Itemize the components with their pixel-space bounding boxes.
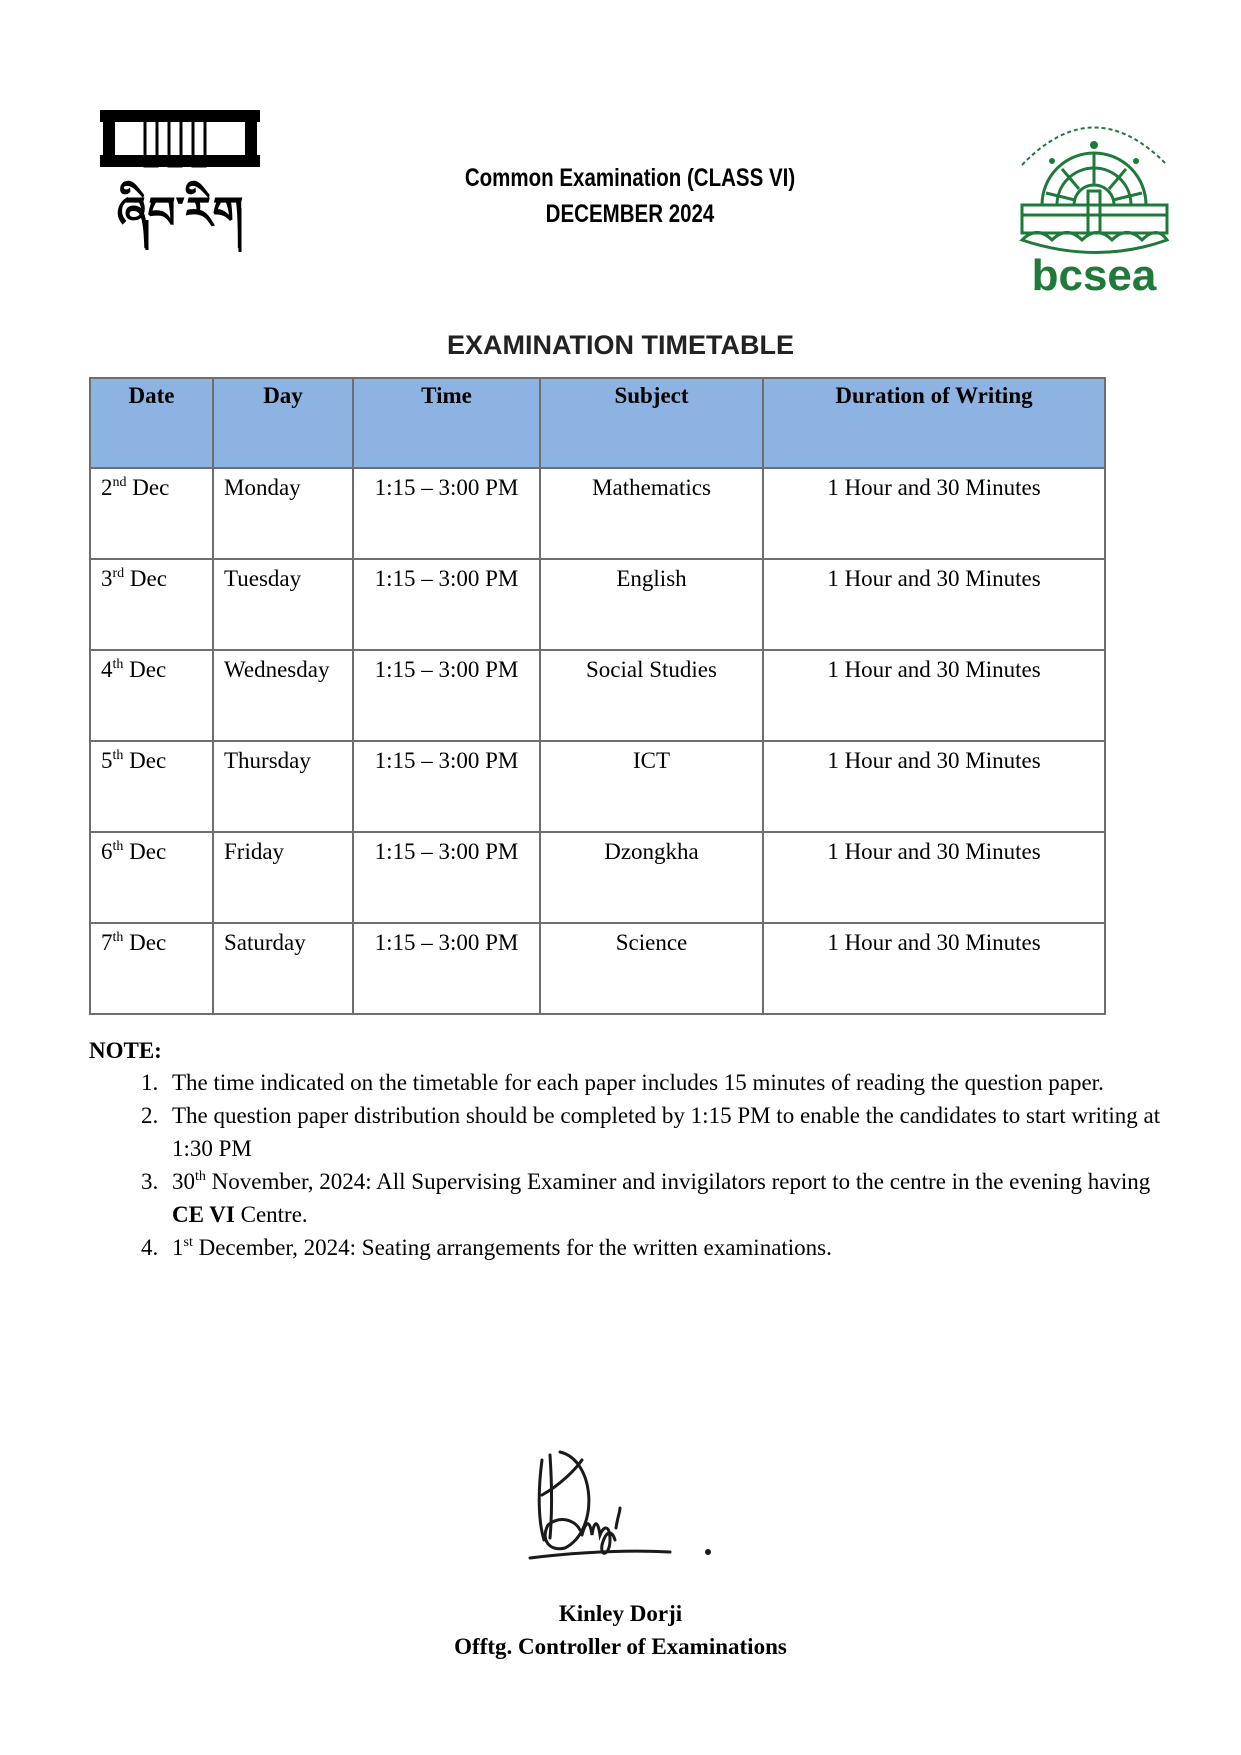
date-month: Dec xyxy=(124,566,167,591)
cell-day: Friday xyxy=(213,832,353,923)
date-month: Dec xyxy=(123,839,167,864)
note-item xyxy=(164,1231,1169,1264)
dharma-wheel-emblem-icon xyxy=(1012,105,1177,295)
note-text: The question paper distribution should be completed by 1:15 PM to enable the candidates to start writing at 1:30 PM xyxy=(172,1103,1161,1161)
cell-date xyxy=(90,832,213,923)
cell-day: Saturday xyxy=(213,923,353,1014)
cell-duration: 1 Hour and 30 Minutes xyxy=(763,650,1105,741)
timetable-title: EXAMINATION TIMETABLE xyxy=(447,330,794,360)
note-text: November, 2024: All Supervising Examiner and invigilators report to the centre in the evening having xyxy=(205,1169,1151,1194)
signatory-block xyxy=(0,1597,1241,1663)
exam-header xyxy=(441,160,818,232)
date-number: 7 xyxy=(101,930,113,955)
note-text: The time indicated on the timetable for each paper includes 15 minutes of reading the question paper. xyxy=(172,1070,1104,1095)
cell-duration: 1 Hour and 30 Minutes xyxy=(763,559,1105,650)
cell-subject: Social Studies xyxy=(540,650,763,741)
cell-time: 1:15 – 3:00 PM xyxy=(353,832,540,923)
note-date-suffix: st xyxy=(183,1235,193,1250)
date-month: Dec xyxy=(123,748,167,773)
cell-subject: Mathematics xyxy=(540,468,763,559)
cell-time: 1:15 – 3:00 PM xyxy=(353,741,540,832)
date-number: 5 xyxy=(101,748,113,773)
exam-title: Common Examination (CLASS VI) xyxy=(464,164,796,192)
table-row xyxy=(90,559,1105,650)
column-header-date: Date xyxy=(90,378,213,468)
cell-day: Thursday xyxy=(213,741,353,832)
notes-list xyxy=(89,1066,1169,1264)
cell-day: Tuesday xyxy=(213,559,353,650)
date-month: Dec xyxy=(126,475,170,500)
bcsea-dzongkha-logo xyxy=(100,110,280,270)
handwritten-signature-icon xyxy=(520,1440,740,1570)
date-number: 3 xyxy=(101,566,113,591)
table-row xyxy=(90,650,1105,741)
cell-subject: Science xyxy=(540,923,763,1014)
note-date-suffix: th xyxy=(195,1169,206,1184)
date-suffix: th xyxy=(112,748,124,763)
note-date-number: 30 xyxy=(172,1169,195,1194)
signature xyxy=(520,1440,740,1570)
cell-date xyxy=(90,923,213,1014)
note-item xyxy=(164,1066,1169,1099)
date-suffix: th xyxy=(112,657,124,672)
date-suffix: nd xyxy=(112,475,127,490)
notes-section xyxy=(89,1038,1169,1264)
bcsea-emblem-logo xyxy=(1012,105,1177,295)
cell-date xyxy=(90,468,213,559)
cell-date xyxy=(90,559,213,650)
cell-duration: 1 Hour and 30 Minutes xyxy=(763,741,1105,832)
table-row xyxy=(90,923,1105,1014)
cell-day: Monday xyxy=(213,468,353,559)
date-suffix: th xyxy=(112,839,124,854)
notes-heading: NOTE: xyxy=(89,1038,162,1063)
signatory-name: Kinley Dorji xyxy=(558,1601,683,1626)
cell-subject: Dzongkha xyxy=(540,832,763,923)
cell-time: 1:15 – 3:00 PM xyxy=(353,923,540,1014)
cell-subject: ICT xyxy=(540,741,763,832)
cell-subject: English xyxy=(540,559,763,650)
date-month: Dec xyxy=(123,930,167,955)
cell-duration: 1 Hour and 30 Minutes xyxy=(763,923,1105,1014)
cell-date xyxy=(90,741,213,832)
cell-time: 1:15 – 3:00 PM xyxy=(353,468,540,559)
date-number: 6 xyxy=(101,839,113,864)
dzongkha-wordmark-icon xyxy=(100,110,280,270)
exam-timetable xyxy=(89,377,1106,1015)
note-text: Centre. xyxy=(234,1202,308,1227)
note-item xyxy=(164,1165,1169,1231)
cell-day: Wednesday xyxy=(213,650,353,741)
table-row xyxy=(90,468,1105,559)
note-item xyxy=(164,1099,1169,1165)
column-header-time: Time xyxy=(353,378,540,468)
date-number: 4 xyxy=(101,657,113,682)
date-suffix: th xyxy=(112,930,124,945)
exam-month: DECEMBER 2024 xyxy=(545,200,715,228)
table-row xyxy=(90,832,1105,923)
cell-time: 1:15 – 3:00 PM xyxy=(353,650,540,741)
column-header-duration: Duration of Writing xyxy=(763,378,1105,468)
date-month: Dec xyxy=(123,657,167,682)
column-header-day: Day xyxy=(213,378,353,468)
table-header-row xyxy=(90,378,1105,468)
cell-time: 1:15 – 3:00 PM xyxy=(353,559,540,650)
svg-text:bcsea: bcsea xyxy=(1031,251,1157,295)
cell-duration: 1 Hour and 30 Minutes xyxy=(763,832,1105,923)
note-text: December, 2024: Seating arrangements for the written examinations. xyxy=(192,1235,832,1260)
svg-text:ཞིབ་རིག: ཞིབ་རིག xyxy=(116,188,244,239)
date-suffix: rd xyxy=(112,566,125,581)
cell-duration: 1 Hour and 30 Minutes xyxy=(763,468,1105,559)
signatory-title: Offtg. Controller of Examinations xyxy=(454,1634,787,1659)
table-row xyxy=(90,741,1105,832)
note-bold-text: CE VI xyxy=(172,1202,235,1227)
note-date-number: 1 xyxy=(172,1235,184,1260)
column-header-subject: Subject xyxy=(540,378,763,468)
cell-date xyxy=(90,650,213,741)
date-number: 2 xyxy=(101,475,113,500)
